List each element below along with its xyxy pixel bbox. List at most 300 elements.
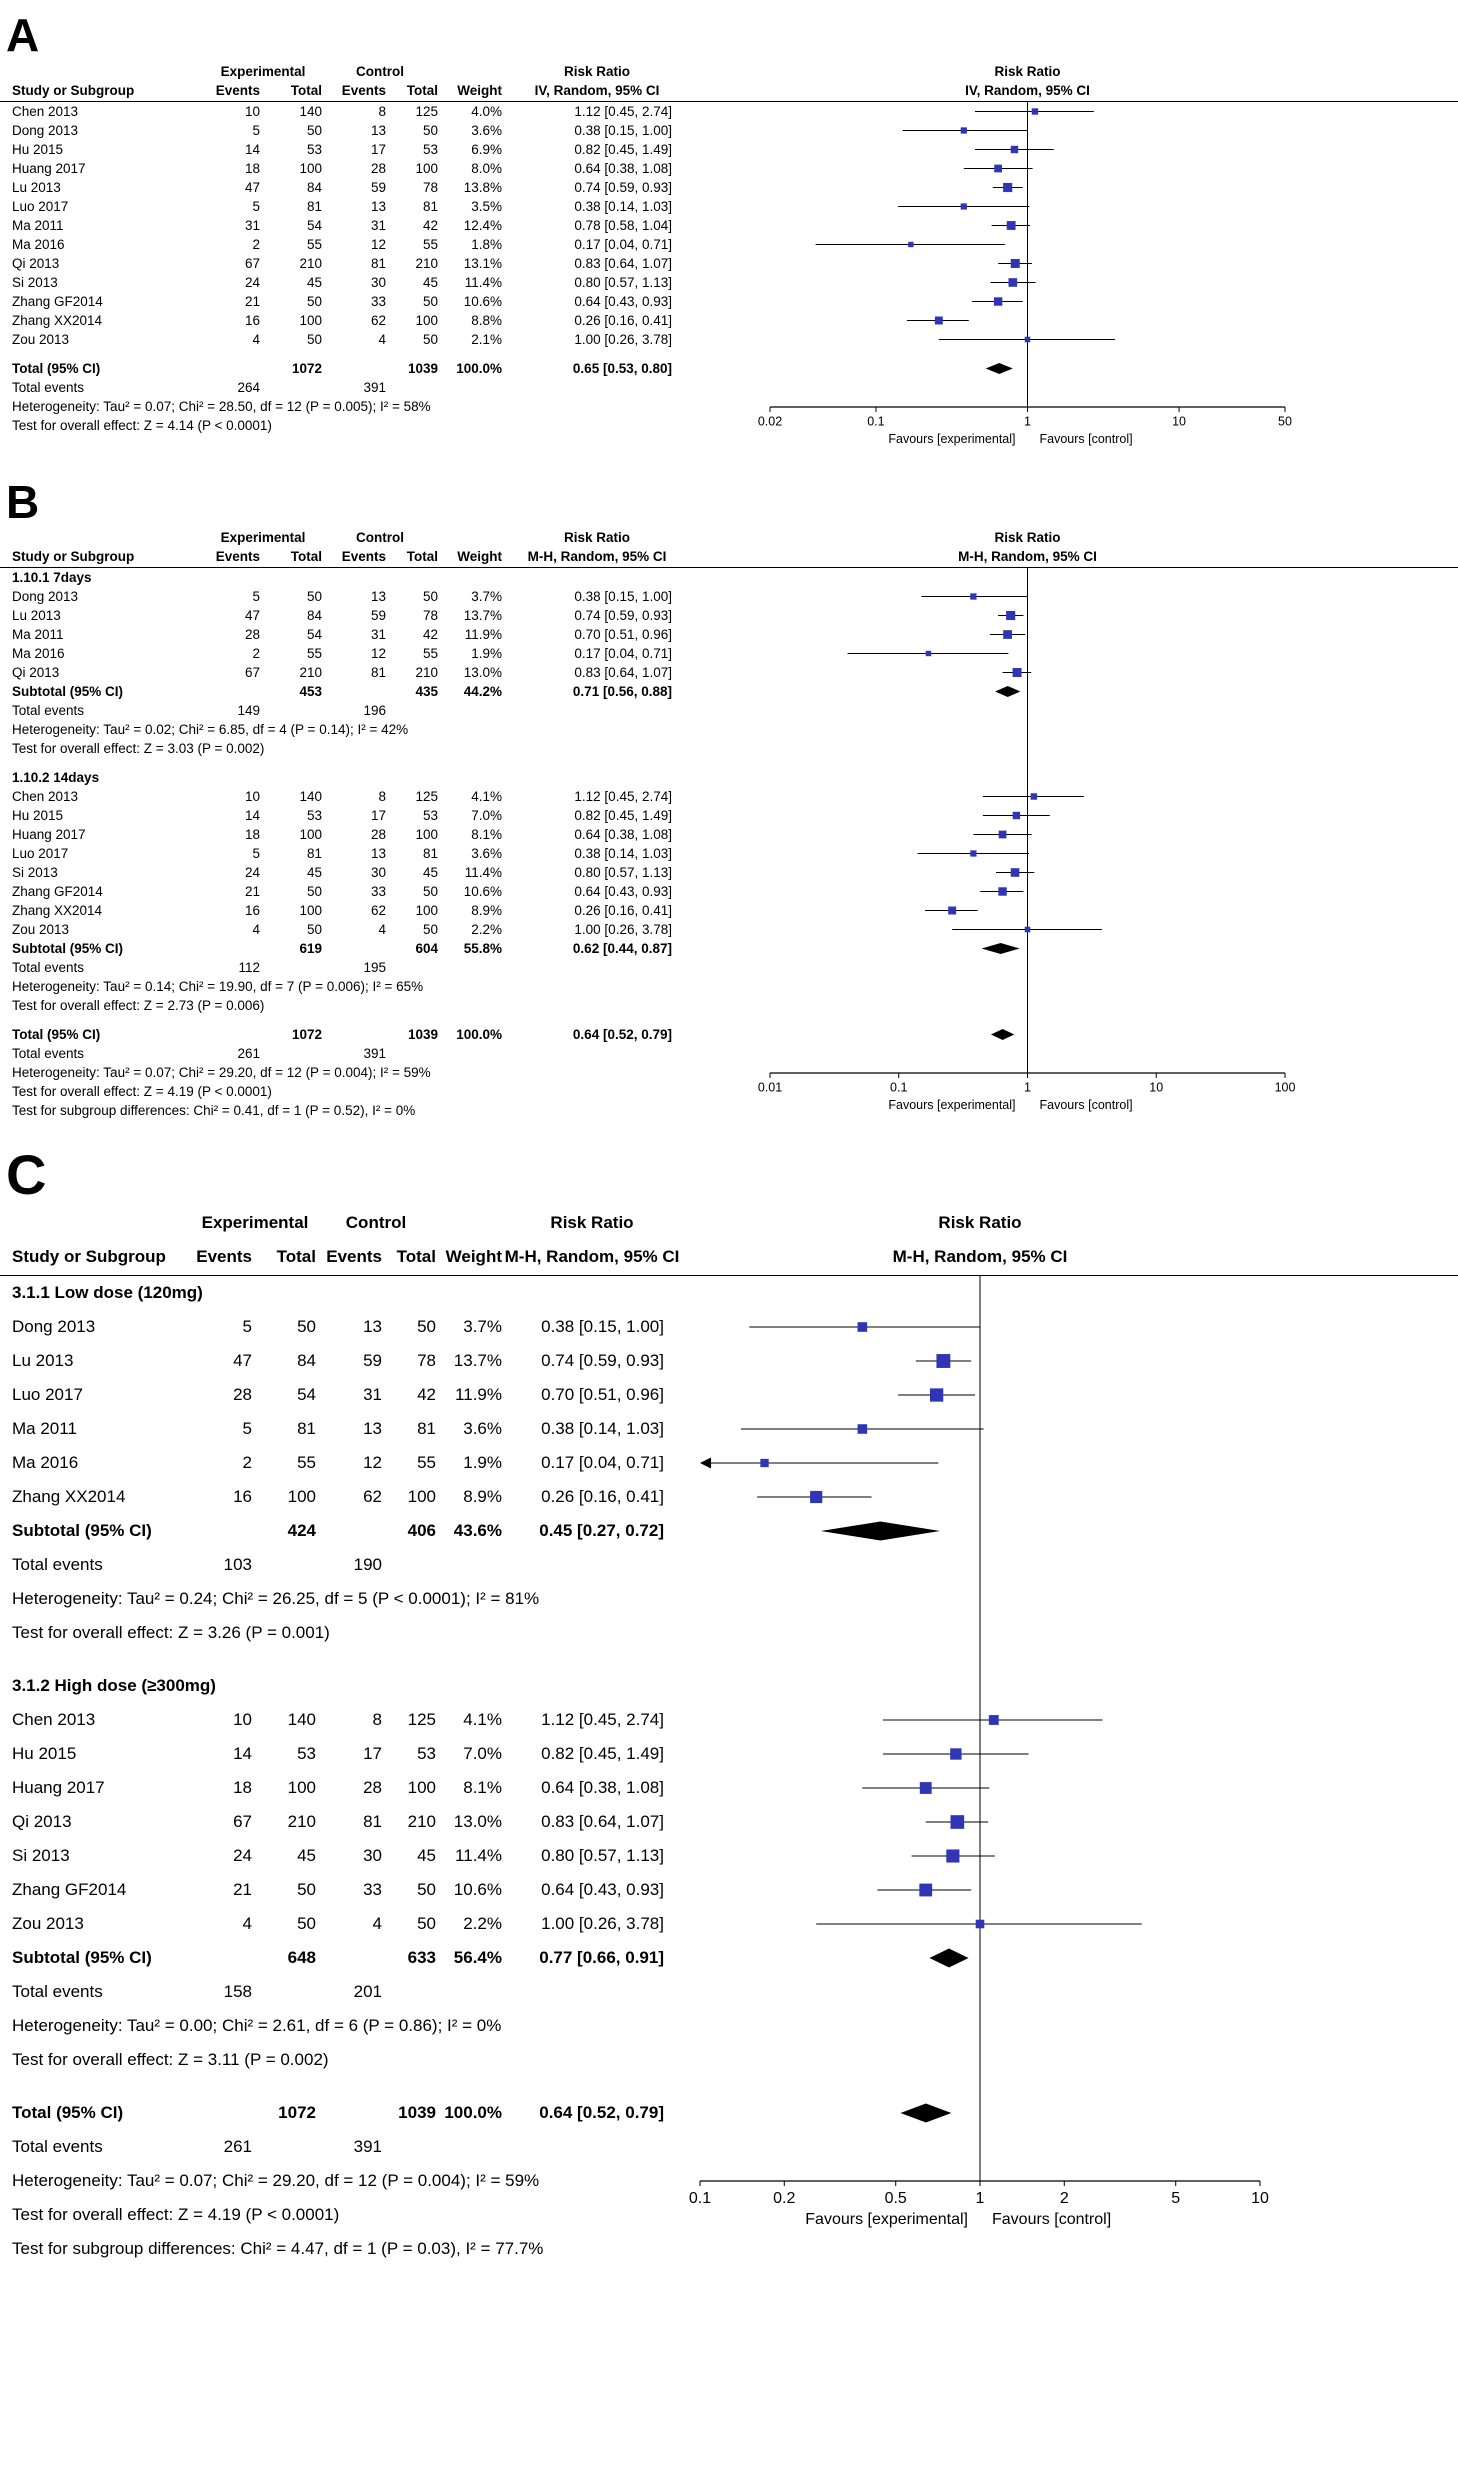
control-group-header: Control — [356, 530, 404, 546]
method-plot-header: IV, Random, 95% CI — [965, 82, 1090, 98]
cell-weight: 13.1% — [463, 255, 502, 271]
risk-ratio-column-header: Risk Ratio — [563, 530, 631, 546]
study-row — [0, 311, 1458, 330]
cell-ctl_events: 30 — [370, 865, 386, 881]
cell-exp_events: 31 — [244, 217, 260, 233]
cell-exp_total: 210 — [299, 255, 322, 271]
study-row — [0, 254, 1458, 273]
cell-exp_events: 21 — [244, 884, 260, 900]
cell-ci_text: 1.00 [0.26, 3.78] — [574, 922, 672, 938]
cell-ci_text: 0.26 [0.16, 0.41] — [574, 903, 672, 919]
x-axis-tick-label: 100 — [1274, 1080, 1296, 1095]
study-row — [0, 844, 1458, 863]
cell-ci_text: 0.78 [0.58, 1.04] — [574, 217, 672, 233]
favours-experimental-label: Favours [experimental] — [888, 1098, 1016, 1113]
favours-control-label: Favours [control] — [1039, 431, 1133, 446]
cell-weight: 1.8% — [471, 236, 502, 252]
cell-ctl_events: 190 — [353, 1554, 382, 1574]
panel-letter-C: C — [6, 1143, 47, 1207]
cell-exp_total — [260, 1044, 322, 1063]
cell-ctl_events: 17 — [370, 808, 386, 824]
stats-line: Heterogeneity: Tau² = 0.24; Chi² = 26.25, df = 5 (P < 0.0001); I² = 81% — [12, 1588, 540, 1608]
control-events-header: Events — [326, 1246, 382, 1266]
risk-ratio-plot-header: Risk Ratio — [994, 63, 1061, 79]
study-row — [0, 330, 1458, 349]
cell-weight: 11.4% — [464, 865, 502, 881]
cell-label: Ma 2016 — [12, 236, 65, 252]
cell-ctl_total: 45 — [417, 1845, 436, 1865]
cell-ctl_events: 17 — [363, 1743, 382, 1763]
cell-ctl_total: 210 — [415, 255, 438, 271]
cell-ci_text — [502, 1975, 682, 2009]
cell-ctl_total: 42 — [422, 217, 438, 233]
experimental-events-header: Events — [215, 82, 260, 98]
cell-exp_total: 1072 — [291, 1027, 322, 1043]
cell-exp_events: 14 — [244, 141, 260, 157]
cell-exp_total: 619 — [299, 941, 322, 957]
cell-ctl_events: 81 — [370, 665, 386, 681]
cell-label: Total events — [12, 1046, 85, 1062]
cell-ctl_events: 4 — [378, 331, 386, 347]
study-row — [0, 787, 1458, 806]
table-header — [0, 526, 1458, 568]
cell-weight: 11.4% — [464, 274, 502, 290]
study-row — [0, 1446, 1458, 1480]
experimental-group-header: Experimental — [220, 63, 306, 79]
cell-weight: 43.6% — [453, 1520, 502, 1540]
cell-exp_events: 21 — [233, 1879, 252, 1899]
cell-exp_events: 4 — [242, 1913, 252, 1933]
cell-weight: 7.0% — [471, 808, 502, 824]
cell-ci_text: 0.64 [0.43, 0.93] — [574, 293, 672, 309]
cell-ctl_total: 100 — [415, 903, 438, 919]
cell-exp_total: 648 — [287, 1947, 316, 1967]
x-axis-tick-label: 2 — [1059, 2189, 1069, 2207]
cell-label: Subtotal (95% CI) — [12, 1947, 152, 1967]
cell-label: Subtotal (95% CI) — [12, 684, 124, 700]
cell-ctl_total: 50 — [417, 1316, 436, 1336]
cell-ci_text: 1.12 [0.45, 2.74] — [574, 103, 672, 119]
cell-exp_events: 47 — [244, 608, 260, 624]
cell-label: Total events — [12, 379, 85, 395]
cell-ctl_total: 55 — [417, 1452, 436, 1472]
study-column-header: Study or Subgroup — [12, 82, 135, 98]
stats-line: Heterogeneity: Tau² = 0.02; Chi² = 6.85, df = 4 (P = 0.14); I² = 42% — [12, 722, 409, 738]
cell-ctl_events: 28 — [370, 160, 386, 176]
cell-weight: 1.9% — [471, 646, 502, 662]
cell-weight: 8.9% — [471, 903, 502, 919]
cell-weight: 100.0% — [456, 360, 502, 376]
cell-weight: 4.0% — [471, 103, 502, 119]
study-row — [0, 625, 1458, 644]
total-row — [0, 1025, 1458, 1044]
cell-ci_text — [502, 958, 692, 977]
cell-exp_total: 81 — [306, 846, 322, 862]
study-row — [0, 102, 1458, 121]
forest-panel-A — [0, 6, 1458, 453]
cell-exp_events: 28 — [233, 1384, 252, 1404]
cell-ctl_total — [386, 958, 438, 977]
cell-ci_text: 0.38 [0.14, 1.03] — [574, 198, 672, 214]
x-axis-tick-label: 10 — [1172, 414, 1187, 429]
study-row — [0, 1412, 1458, 1446]
cell-label: Luo 2017 — [12, 1384, 83, 1404]
cell-ci_text: 0.83 [0.64, 1.07] — [541, 1811, 664, 1831]
cell-weight: 3.7% — [471, 589, 502, 605]
spacer-row — [0, 2077, 1458, 2096]
cell-exp_total: 45 — [306, 865, 322, 881]
cell-ci_text: 0.82 [0.45, 1.49] — [574, 808, 672, 824]
cell-ctl_total: 42 — [417, 1384, 436, 1404]
cell-exp_events: 103 — [223, 1554, 252, 1574]
cell-ctl_events: 31 — [370, 627, 386, 643]
cell-weight: 3.7% — [463, 1316, 502, 1336]
cell-ctl_total: 55 — [422, 236, 438, 252]
stats-line: Test for subgroup differences: Chi² = 0.41, df = 1 (P = 0.52), I² = 0% — [12, 1103, 416, 1119]
subgroup-heading: 3.1.2 High dose (≥300mg) — [12, 1675, 216, 1695]
cell-exp_events: 5 — [252, 846, 260, 862]
cell-exp_events: 5 — [252, 122, 260, 138]
cell-exp_total: 1072 — [291, 360, 322, 376]
cell-weight: 8.1% — [471, 827, 502, 843]
cell-ctl_total — [382, 2130, 436, 2164]
cell-ctl_events: 33 — [363, 1879, 382, 1899]
cell-ci_text: 0.64 [0.38, 1.08] — [541, 1777, 664, 1797]
total-row — [0, 2096, 1458, 2130]
study-row — [0, 235, 1458, 254]
cell-label: Huang 2017 — [12, 827, 86, 843]
cell-ctl_events: 13 — [370, 198, 386, 214]
cell-ctl_events: 196 — [363, 703, 386, 719]
cell-label: Total (95% CI) — [12, 360, 101, 376]
cell-label: Dong 2013 — [12, 589, 79, 605]
cell-ctl_events: 30 — [370, 274, 386, 290]
cell-label: Hu 2015 — [12, 1743, 77, 1763]
cell-exp_total — [252, 1975, 316, 2009]
study-row — [0, 882, 1458, 901]
x-axis-tick-label: 10 — [1251, 2189, 1269, 2207]
study-column-header: Study or Subgroup — [12, 1246, 166, 1266]
cell-ctl_total: 210 — [407, 1811, 436, 1831]
risk-ratio-column-header: Risk Ratio — [550, 1212, 634, 1232]
cell-weight: 13.0% — [453, 1811, 502, 1831]
cell-ctl_total: 1039 — [407, 360, 438, 376]
cell-exp_events: 24 — [233, 1845, 252, 1865]
cell-ci_text: 0.64 [0.43, 0.93] — [541, 1879, 664, 1899]
favours-control-label: Favours [control] — [992, 2210, 1112, 2228]
cell-label: Total events — [12, 960, 85, 976]
cell-ctl_total — [386, 701, 438, 720]
x-axis-tick-label: 0.1 — [688, 2189, 712, 2207]
cell-weight: 13.0% — [463, 665, 502, 681]
cell-exp_events: 10 — [233, 1709, 252, 1729]
cell-ci_text: 0.80 [0.57, 1.13] — [574, 865, 672, 881]
cell-ci_text: 0.70 [0.51, 0.96] — [574, 627, 672, 643]
cell-exp_total: 45 — [297, 1845, 316, 1865]
weight-header: Weight — [457, 82, 502, 98]
cell-ctl_total: 50 — [422, 122, 438, 138]
cell-weight: 100.0% — [444, 2102, 502, 2122]
study-column-header: Study or Subgroup — [12, 549, 135, 565]
study-row — [0, 606, 1458, 625]
study-row — [0, 825, 1458, 844]
cell-ci_text: 0.17 [0.04, 0.71] — [541, 1452, 664, 1472]
cell-exp_events: 24 — [244, 274, 260, 290]
cell-label: Chen 2013 — [12, 789, 79, 805]
events-row — [0, 1548, 1458, 1582]
study-row — [0, 159, 1458, 178]
cell-weight: 10.6% — [453, 1879, 502, 1899]
cell-ctl_total: 50 — [422, 884, 438, 900]
cell-weight: 4.1% — [471, 789, 502, 805]
cell-ci_text: 0.38 [0.14, 1.03] — [541, 1418, 664, 1438]
stats-line: Heterogeneity: Tau² = 0.07; Chi² = 28.50, df = 12 (P = 0.005); I² = 58% — [12, 398, 431, 414]
cell-ci_text: 0.64 [0.38, 1.08] — [574, 160, 672, 176]
cell-exp_total: 55 — [306, 236, 322, 252]
subgroup-heading: 1.10.1 7days — [12, 570, 92, 586]
forest-panel-C — [0, 1140, 1458, 2265]
cell-ctl_total: 100 — [415, 827, 438, 843]
cell-ctl_total: 125 — [415, 103, 438, 119]
cell-ctl_total: 1039 — [407, 1027, 438, 1043]
cell-label: Total events — [12, 1981, 103, 2001]
cell-ci_text: 1.12 [0.45, 2.74] — [541, 1709, 664, 1729]
cell-label: Zhang GF2014 — [12, 884, 103, 900]
cell-ci_text: 0.77 [0.66, 0.91] — [539, 1947, 664, 1967]
cell-ctl_events: 391 — [363, 379, 386, 395]
cell-ctl_total: 55 — [422, 646, 438, 662]
cell-weight: 11.4% — [455, 1845, 502, 1865]
cell-label: Total events — [12, 1554, 103, 1574]
study-row — [0, 1480, 1458, 1514]
experimental-total-header: Total — [290, 549, 322, 565]
cell-exp_total: 100 — [287, 1777, 316, 1797]
risk-ratio-plot-header: Risk Ratio — [994, 530, 1061, 546]
cell-ctl_events: 12 — [363, 1452, 382, 1472]
experimental-group-header: Experimental — [201, 1212, 309, 1232]
x-axis-tick-label: 1 — [975, 2189, 985, 2207]
risk-ratio-column-header: Risk Ratio — [563, 63, 631, 79]
cell-ci_text — [502, 1044, 692, 1063]
cell-ctl_events — [322, 939, 386, 958]
cell-label: Zhang GF2014 — [12, 1879, 127, 1899]
cell-exp_total: 1072 — [278, 2102, 316, 2122]
cell-ctl_events: 62 — [370, 312, 386, 328]
x-axis-tick-label: 50 — [1278, 414, 1292, 429]
cell-label: Zhang XX2014 — [12, 1486, 126, 1506]
cell-ctl_total: 1039 — [398, 2102, 436, 2122]
cell-exp_events: 67 — [233, 1811, 252, 1831]
control-events-header: Events — [341, 82, 386, 98]
x-axis-tick-label: 5 — [1171, 2189, 1181, 2207]
cell-ctl_events: 4 — [378, 922, 386, 938]
subtotal-row — [0, 1514, 1458, 1548]
cell-ctl_events: 17 — [370, 141, 386, 157]
cell-label: Zou 2013 — [12, 331, 70, 347]
study-row — [0, 1344, 1458, 1378]
cell-weight — [438, 1044, 502, 1063]
cell-label: Ma 2011 — [12, 217, 64, 233]
cell-exp_total: 50 — [306, 922, 322, 938]
panel-body-A — [0, 60, 1458, 453]
cell-ctl_total: 45 — [422, 274, 438, 290]
favours-experimental-label: Favours [experimental] — [805, 2210, 968, 2228]
cell-ctl_total: 100 — [407, 1777, 436, 1797]
cell-weight: 56.4% — [453, 1947, 502, 1967]
cell-exp_events: 47 — [233, 1350, 252, 1370]
cell-exp_events: 14 — [244, 808, 260, 824]
control-group-header: Control — [356, 63, 404, 79]
cell-ci_text: 0.70 [0.51, 0.96] — [541, 1384, 664, 1404]
cell-weight: 100.0% — [456, 1027, 502, 1043]
cell-weight: 13.7% — [453, 1350, 502, 1370]
cell-ci_text: 0.83 [0.64, 1.07] — [574, 255, 672, 271]
rows-area — [0, 1276, 1458, 2266]
study-row — [0, 1873, 1458, 1907]
cell-label: Huang 2017 — [12, 1777, 105, 1797]
stats-line: Heterogeneity: Tau² = 0.14; Chi² = 19.90, df = 7 (P = 0.006); I² = 65% — [12, 979, 424, 995]
cell-ctl_events: 4 — [372, 1913, 382, 1933]
cell-ctl_events — [322, 359, 386, 378]
cell-ctl_total: 125 — [415, 789, 438, 805]
cell-weight: 8.8% — [471, 312, 502, 328]
cell-label: Zou 2013 — [12, 1913, 84, 1933]
forest-panel-B — [0, 473, 1458, 1121]
method-plot-header: M-H, Random, 95% CI — [958, 549, 1097, 565]
cell-ci_text: 0.74 [0.59, 0.93] — [574, 608, 672, 624]
cell-exp_total: 55 — [306, 646, 322, 662]
cell-label: Si 2013 — [12, 274, 58, 290]
cell-weight: 1.9% — [463, 1452, 502, 1472]
cell-ctl_total: 78 — [417, 1350, 436, 1370]
cell-exp_total: 53 — [306, 808, 322, 824]
method-column-header: M-H, Random, 95% CI — [527, 549, 667, 565]
cell-ctl_events: 59 — [363, 1350, 382, 1370]
cell-ctl_events: 8 — [372, 1709, 382, 1729]
cell-weight: 8.0% — [471, 160, 502, 176]
cell-label: Qi 2013 — [12, 665, 60, 681]
cell-exp_events — [204, 939, 260, 958]
study-row — [0, 920, 1458, 939]
cell-label: Hu 2015 — [12, 808, 64, 824]
cell-ctl_events: 13 — [370, 589, 386, 605]
x-axis-tick-label: 1 — [1024, 414, 1031, 429]
rows-area — [0, 102, 1458, 453]
events-row — [0, 1975, 1458, 2009]
control-total-header: Total — [406, 82, 438, 98]
experimental-events-header: Events — [196, 1246, 252, 1266]
cell-exp_events — [204, 1025, 260, 1044]
cell-ctl_events: 391 — [353, 2136, 382, 2156]
cell-exp_total — [252, 2130, 316, 2164]
cell-weight: 13.7% — [463, 608, 502, 624]
cell-ci_text: 0.38 [0.15, 1.00] — [574, 589, 672, 605]
x-axis-tick-label: 0.01 — [757, 1080, 783, 1095]
cell-ci_text: 0.82 [0.45, 1.49] — [574, 141, 672, 157]
study-row — [0, 1310, 1458, 1344]
cell-exp_events: 18 — [233, 1777, 252, 1797]
cell-ctl_events: 62 — [370, 903, 386, 919]
cell-label: Ma 2016 — [12, 646, 65, 662]
cell-ctl_total: 50 — [417, 1879, 436, 1899]
cell-weight: 44.2% — [463, 684, 502, 700]
cell-exp_events: 24 — [244, 865, 260, 881]
cell-ci_text: 0.71 [0.56, 0.88] — [572, 684, 672, 700]
cell-ctl_events: 13 — [370, 846, 386, 862]
cell-weight: 13.8% — [463, 179, 502, 195]
cell-exp_total — [252, 1548, 316, 1582]
cell-label: Ma 2011 — [12, 1418, 77, 1438]
cell-label: Subtotal (95% CI) — [12, 1520, 152, 1540]
study-row — [0, 1378, 1458, 1412]
study-row — [0, 273, 1458, 292]
control-group-header: Control — [345, 1212, 407, 1232]
x-axis-tick-label: 0.1 — [867, 414, 885, 429]
cell-ctl_events: 62 — [363, 1486, 382, 1506]
study-row — [0, 178, 1458, 197]
cell-exp_total: 54 — [306, 627, 322, 643]
cell-ctl_events — [322, 682, 386, 701]
cell-ctl_total: 53 — [422, 808, 438, 824]
x-axis-tick-label: 1 — [1024, 1080, 1031, 1095]
cell-ctl_events: 59 — [370, 179, 386, 195]
cell-weight — [438, 958, 502, 977]
cell-label: Zhang GF2014 — [12, 293, 103, 309]
cell-ctl_total: 53 — [417, 1743, 436, 1763]
cell-ctl_total: 53 — [422, 141, 438, 157]
cell-exp_events: 2 — [252, 236, 260, 252]
cell-ci_text: 0.80 [0.57, 1.13] — [541, 1845, 664, 1865]
study-row — [0, 587, 1458, 606]
spacer-row — [0, 758, 1458, 768]
subtotal-row — [0, 1941, 1458, 1975]
cell-ctl_total: 45 — [422, 865, 438, 881]
cell-ctl_total: 633 — [407, 1947, 436, 1967]
cell-weight: 2.1% — [471, 331, 502, 347]
cell-ctl_total — [386, 1044, 438, 1063]
cell-exp_total: 140 — [287, 1709, 316, 1729]
cell-exp_events: 21 — [244, 293, 260, 309]
cell-exp_events: 5 — [252, 589, 260, 605]
cell-exp_events: 28 — [244, 627, 260, 643]
cell-label: Ma 2011 — [12, 627, 64, 643]
study-row — [0, 1839, 1458, 1873]
cell-ci_text — [502, 378, 692, 397]
cell-exp_total: 424 — [287, 1520, 316, 1540]
cell-exp_events: 2 — [252, 646, 260, 662]
cell-ctl_events: 195 — [363, 960, 386, 976]
x-axis-tick-label: 10 — [1149, 1080, 1164, 1095]
cell-ctl_events: 81 — [363, 1811, 382, 1831]
cell-ctl_total: 81 — [422, 198, 438, 214]
study-row — [0, 1703, 1458, 1737]
x-axis-tick-label: 0.02 — [757, 414, 783, 429]
cell-exp_events: 47 — [244, 179, 260, 195]
subgroup-heading: 1.10.2 14days — [12, 770, 100, 786]
cell-exp_total: 100 — [299, 312, 322, 328]
cell-ctl_events: 13 — [370, 122, 386, 138]
cell-exp_events: 261 — [223, 2136, 252, 2156]
cell-weight: 2.2% — [463, 1913, 502, 1933]
cell-label: Zhang XX2014 — [12, 312, 103, 328]
cell-ctl_events: 33 — [370, 884, 386, 900]
stats-line: Heterogeneity: Tau² = 0.07; Chi² = 29.20, df = 12 (P = 0.004); I² = 59% — [12, 2170, 540, 2190]
cell-ctl_total: 100 — [415, 160, 438, 176]
favours-control-label: Favours [control] — [1039, 1098, 1133, 1113]
cell-ci_text: 1.00 [0.26, 3.78] — [541, 1913, 664, 1933]
weight-header: Weight — [457, 549, 502, 565]
study-row — [0, 140, 1458, 159]
